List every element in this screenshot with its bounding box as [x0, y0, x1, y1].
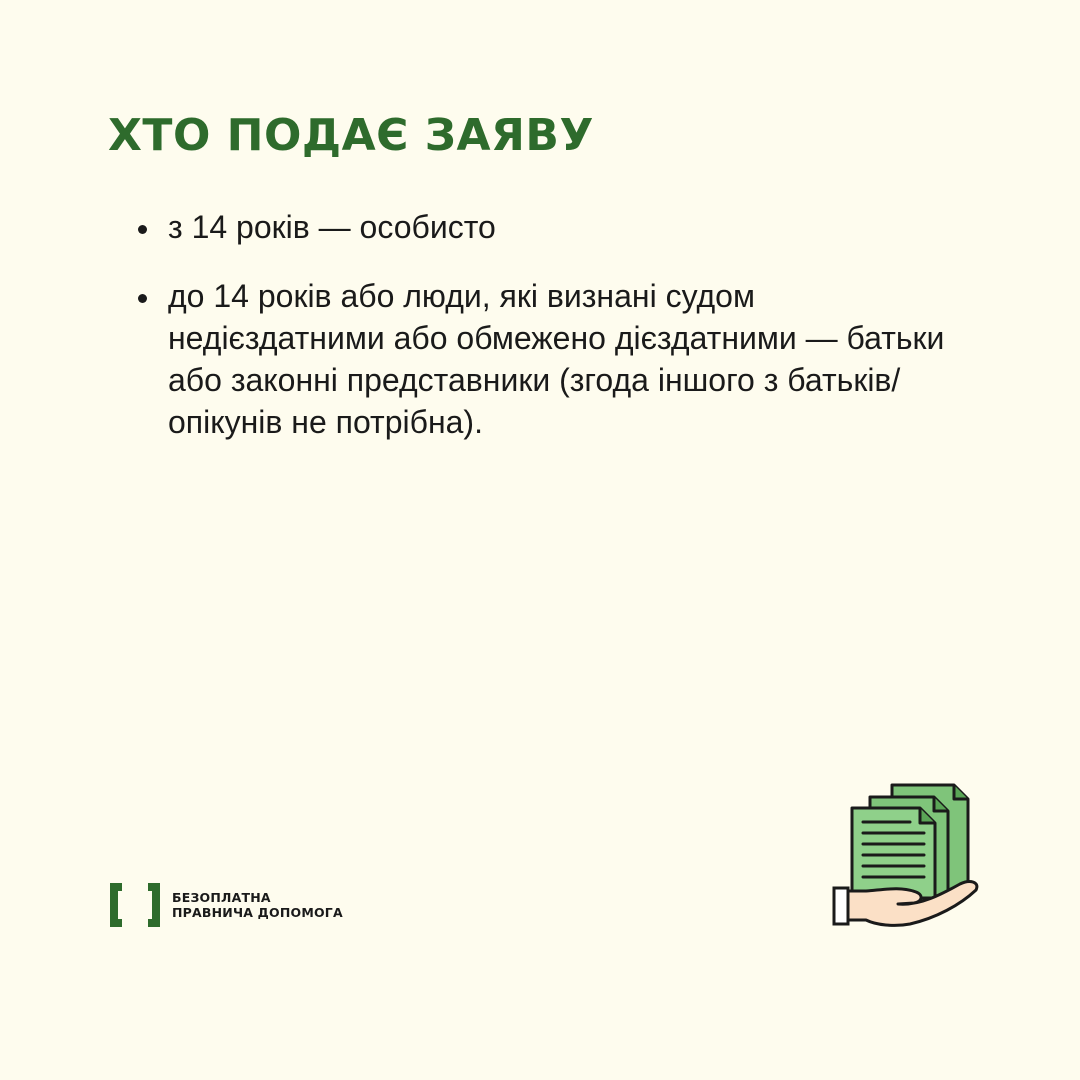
bullet-list — [138, 206, 968, 470]
bullet-dot-icon — [138, 294, 147, 303]
list-item — [138, 275, 968, 443]
page-title: ХТО ПОДАЄ ЗАЯВУ — [108, 110, 594, 161]
hand-holding-documents-icon — [832, 780, 988, 936]
list-item-text: до 14 років або люди, які визнані судом недієздатними або обмежено дієздатними — батьки або законні представники (згода іншого з батьків/опікунів не потрібна). — [168, 278, 945, 440]
list-item-text: з 14 років — особисто — [168, 209, 496, 245]
brackets-logo-icon — [108, 881, 162, 929]
logo-text — [172, 890, 343, 920]
bullet-dot-icon — [138, 225, 147, 234]
list-item — [138, 206, 968, 248]
logo-line-2: ПРАВНИЧА ДОПОМОГА — [172, 905, 343, 920]
organization-logo — [108, 881, 343, 929]
logo-line-1: БЕЗОПЛАТНА — [172, 890, 271, 905]
